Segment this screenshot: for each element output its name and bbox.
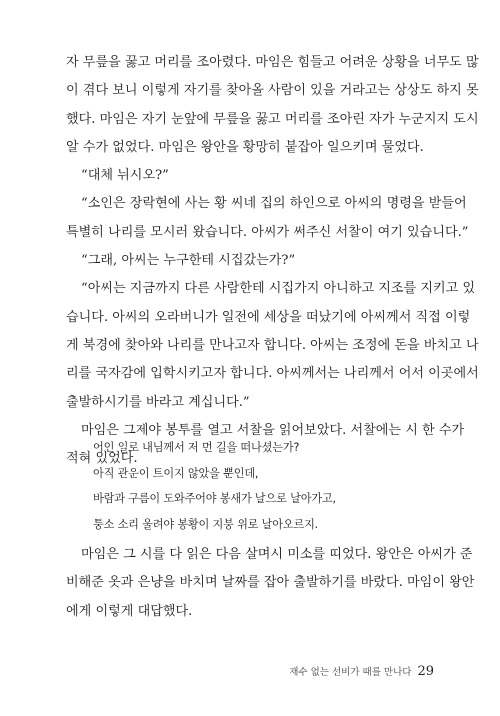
text-line: 이 겪다 보니 이렇게 자기를 찾아올 사람이 있을 거라고는 상상도 하지 못 bbox=[66, 83, 479, 99]
poem-block bbox=[93, 435, 433, 537]
text-line: 비해준 옷과 은냥을 바치며 날짜를 잡아 출발하기를 바랐다. 마임이 왕안 bbox=[66, 575, 475, 591]
page-number: 29 bbox=[417, 664, 434, 679]
text-line: 마임은 그제야 봉투를 열고 서찰을 읽어보았다. 서찰에는 시 한 수가 bbox=[81, 422, 465, 438]
text-line: 마임은 그 시를 다 읽은 다음 살며시 미소를 띠었다. 왕안은 아씨가 준 bbox=[81, 547, 473, 562]
poem-line: 바람과 구름이 도와주어야 봉새가 날으로 날아가고, bbox=[93, 492, 336, 505]
poem-line: 아직 관운이 트이지 않았을 뿐인데, bbox=[93, 466, 259, 480]
main-text bbox=[66, 49, 479, 473]
page-footer bbox=[289, 664, 434, 679]
dialogue-line: “그래, 아씨는 누구한테 시집갔는가?” bbox=[81, 253, 296, 269]
closing-text bbox=[66, 541, 475, 626]
text-line: 에게 이렇게 대답했다. bbox=[66, 603, 193, 619]
text-line: 했다. 마임은 자기 눈앞에 무릎을 꿇고 머리를 조아린 자가 누군지지 도시 bbox=[66, 111, 479, 127]
text-line: 리를 국자감에 입학시키고자 합니다. 아씨께서는 나리께서 어서 이곳에서 bbox=[66, 366, 479, 382]
text-line: 적혀 있었다. bbox=[66, 451, 138, 467]
text-line: 출발하시기를 바라고 계십니다.” bbox=[66, 394, 250, 410]
text-line: 습니다. 아씨의 오라버니가 일전에 세상을 떠났기에 아씨께서 직접 이렇 bbox=[66, 309, 471, 325]
poem-line: 퉁소 소리 울려야 봉황이 지붕 위로 날아오르지. bbox=[93, 517, 319, 531]
dialogue-line: “대체 뉘시오?” bbox=[81, 168, 169, 184]
dialogue-line: “아씨는 지금까지 다른 사람한테 시집가지 아니하고 지조를 지키고 있 bbox=[81, 281, 476, 297]
running-title: 재수 없는 선비가 때를 만나다 bbox=[289, 667, 412, 678]
text-line: 자 무릎을 꿇고 머리를 조아렸다. 마임은 힘들고 어려운 상황을 너무도 많 bbox=[66, 55, 479, 70]
text-line: 특별히 나리를 모시러 왔습니다. 아씨가 써주신 서찰이 여기 있습니다.” bbox=[66, 224, 469, 240]
text-line: 게 북경에 찾아와 나리를 만나고자 합니다. 아씨는 조정에 돈을 바치고 나 bbox=[66, 337, 479, 353]
dialogue-line: “소인은 장락현에 사는 황 씨네 집의 하인으로 아씨의 명령을 받들어 bbox=[81, 196, 467, 212]
text-line: 알 수가 없었다. 마임은 왕안을 황망히 붙잡아 일으키며 물었다. bbox=[66, 139, 424, 155]
poem-line: 어인 일로 내님께서 저 먼 길을 떠나셨는가? bbox=[93, 441, 300, 454]
